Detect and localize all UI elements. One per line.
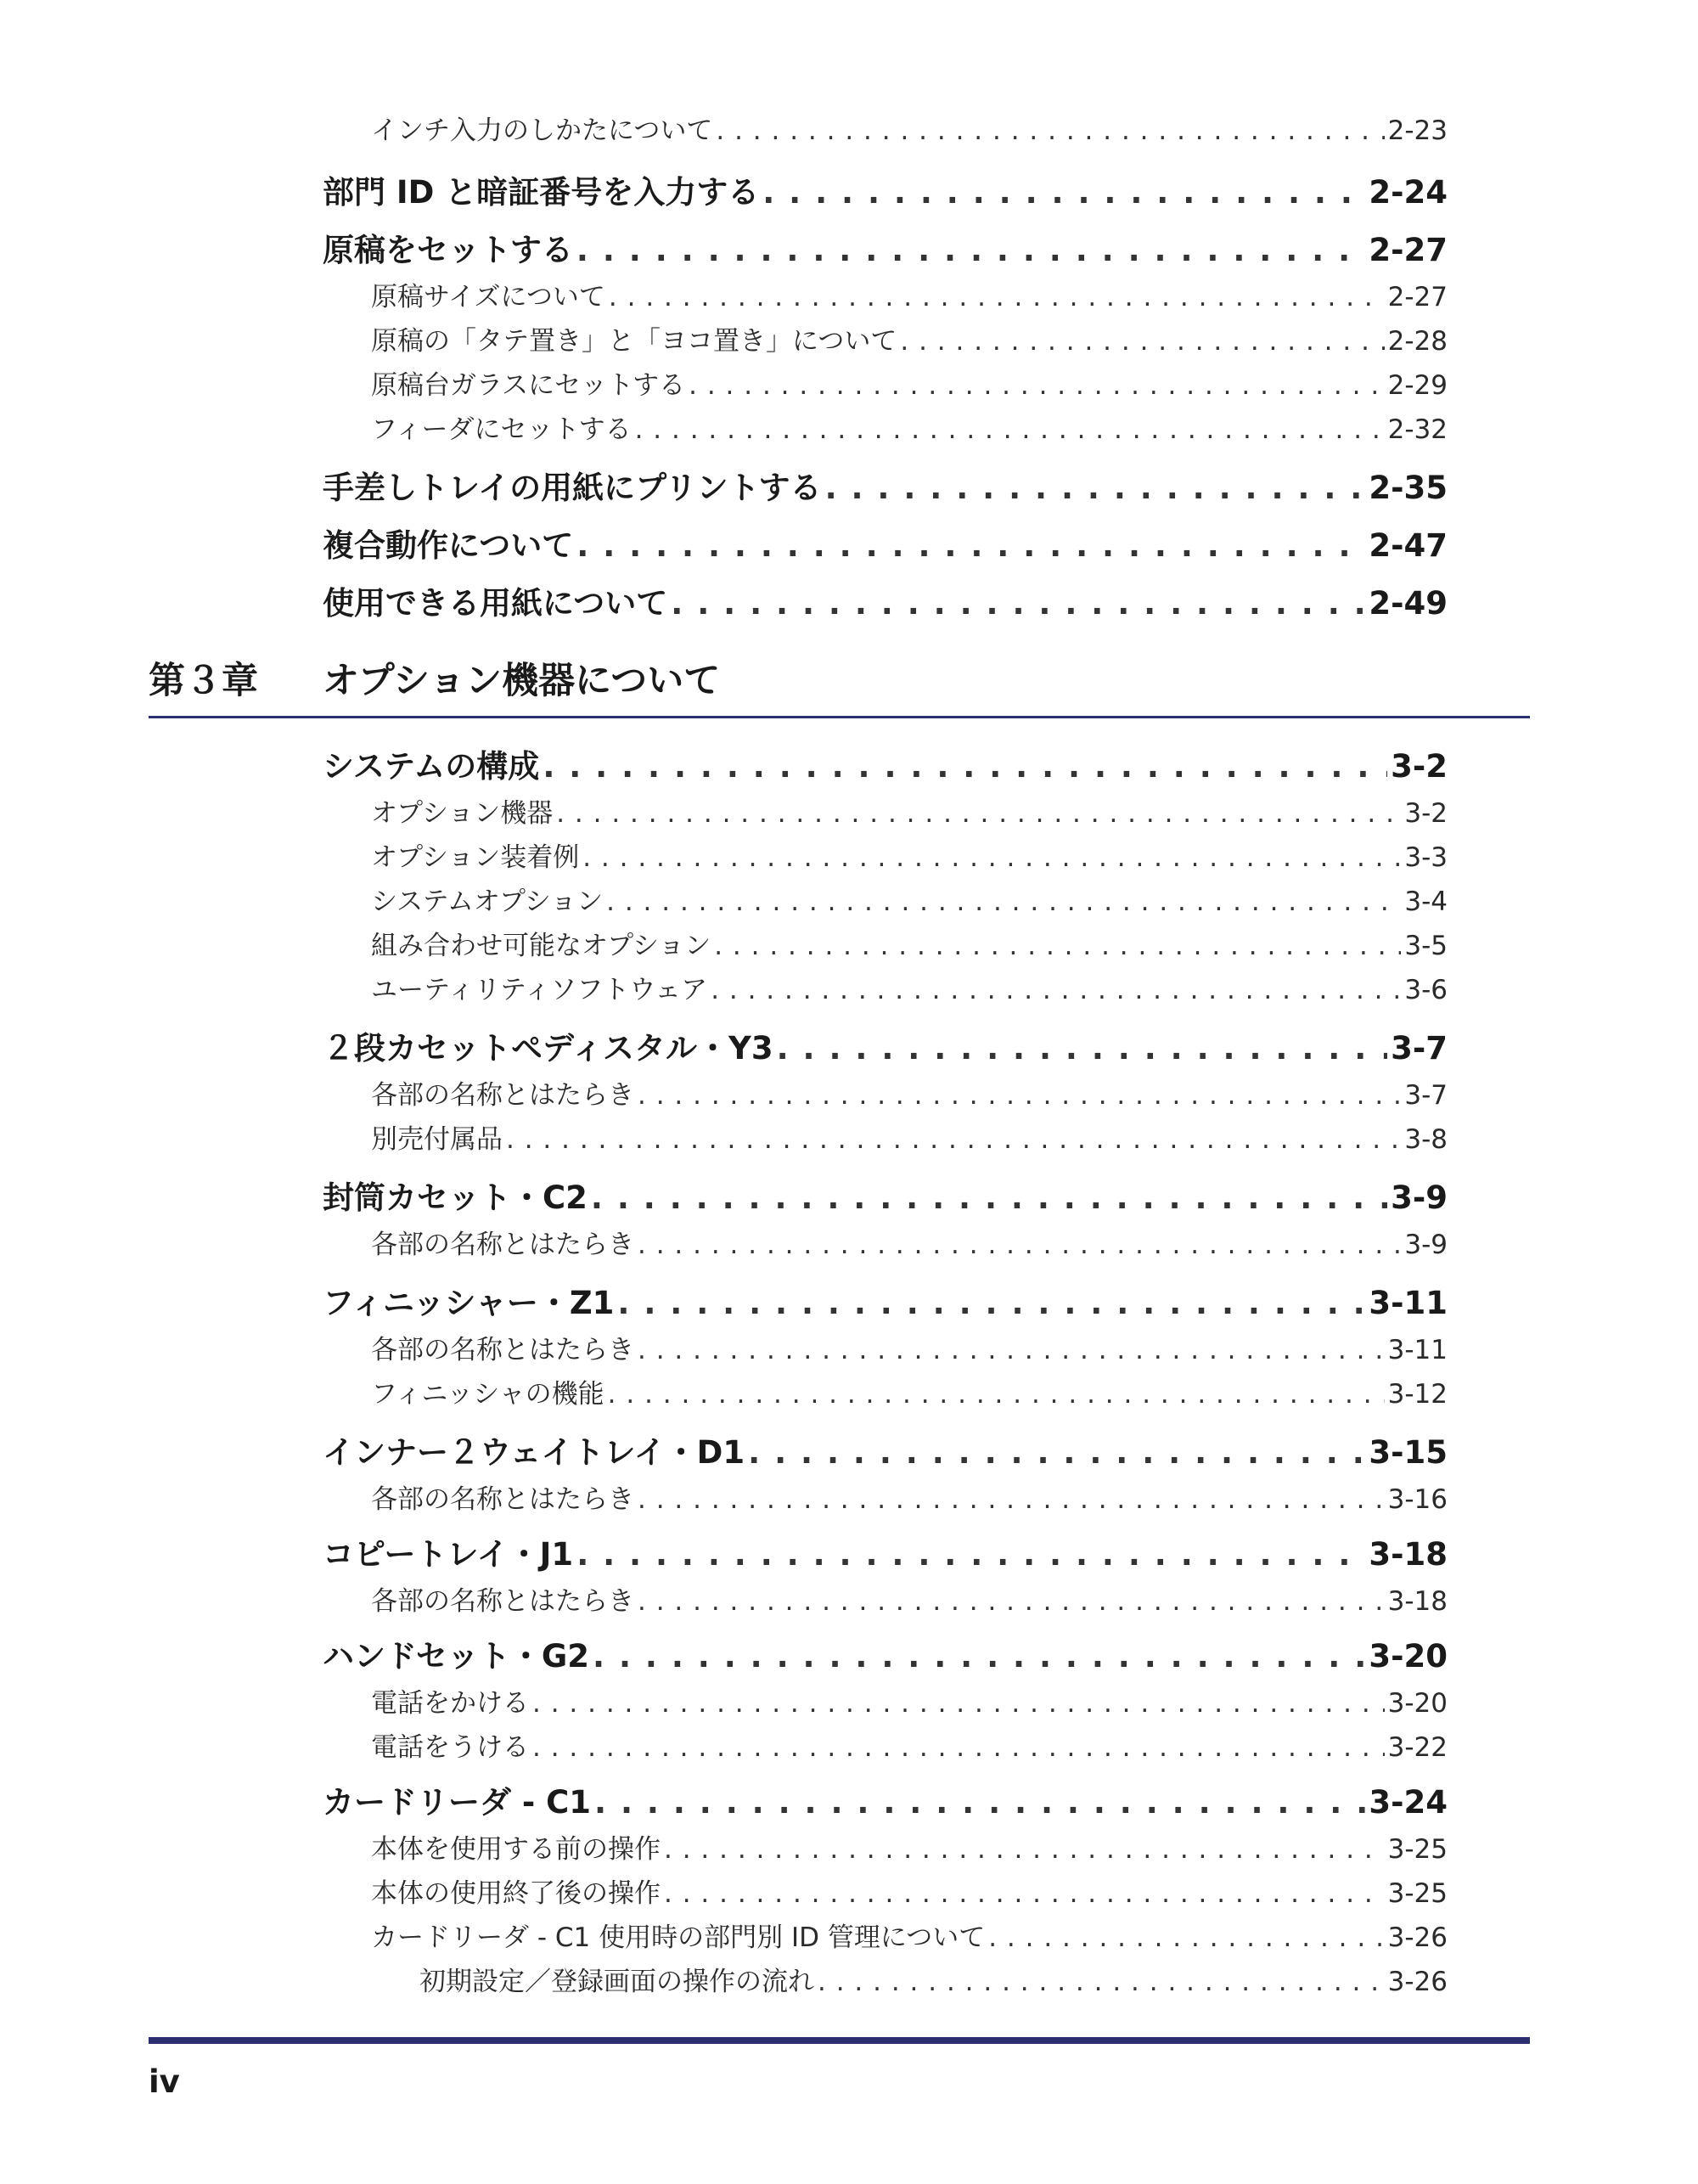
- toc-subsection-entry[interactable]: [371, 1117, 1448, 1155]
- toc-section-entry[interactable]: [323, 577, 1448, 622]
- toc-entry-title: ハンドセット・G2: [323, 1638, 590, 1675]
- toc-entry-page: 2-29: [1387, 370, 1448, 401]
- toc-entry-page: 3-16: [1387, 1484, 1448, 1515]
- toc-entry-page: 3-9: [1404, 1230, 1448, 1260]
- dot-leader: [818, 1967, 1385, 1997]
- dot-leader: [638, 1484, 1385, 1515]
- toc-entry-page: 3-11: [1387, 1335, 1448, 1365]
- toc-subsection-entry[interactable]: [371, 968, 1448, 1005]
- toc-entry-title: コピートレイ・J1: [323, 1536, 574, 1573]
- toc-entry-page: 3-6: [1404, 975, 1448, 1005]
- toc-entry-title: 原稿をセットする: [323, 232, 573, 268]
- dot-leader: [825, 470, 1366, 506]
- dot-leader: [532, 1732, 1385, 1763]
- dot-leader: [762, 174, 1365, 211]
- toc-entry-page: 2-47: [1369, 527, 1448, 564]
- toc-subsection-entry[interactable]: [371, 1725, 1448, 1763]
- toc-entry-title: ユーティリティソフトウェア: [371, 975, 708, 1005]
- toc-entry-page: 3-22: [1387, 1732, 1448, 1763]
- dot-leader: [664, 1834, 1385, 1865]
- toc-entry-title: 各部の名称とはたらき: [371, 1335, 634, 1365]
- dot-leader: [635, 414, 1385, 445]
- toc-subsection-entry[interactable]: [371, 836, 1448, 873]
- toc-entry-title: インチ入力のしかたについて: [371, 115, 713, 146]
- toc-entry-page: 3-7: [1404, 1080, 1448, 1111]
- toc-entry-page: 2-23: [1387, 115, 1448, 146]
- toc-entry-title: 封筒カセット・C2: [323, 1179, 588, 1216]
- dot-leader: [638, 1335, 1385, 1365]
- toc-section-entry[interactable]: [323, 1022, 1448, 1067]
- toc-entry-title: ２段カセットペディスタル・Y3: [323, 1030, 773, 1067]
- toc-entry-page: 3-26: [1387, 1922, 1448, 1953]
- toc-subsection-entry[interactable]: [371, 275, 1448, 312]
- dot-leader: [638, 1230, 1401, 1260]
- toc-entry-title: 本体の使用終了後の操作: [371, 1878, 661, 1909]
- toc-entry-page: 2-28: [1387, 326, 1448, 357]
- toc-entry-title: 原稿の「タテ置き」と「ヨコ置き」について: [371, 326, 897, 357]
- toc-section-entry[interactable]: [323, 1172, 1448, 1216]
- toc-subsection-entry[interactable]: [371, 1579, 1448, 1617]
- toc-entry-title: システムの構成: [323, 748, 540, 785]
- toc-entry-title: カードリーダ - C1 使用時の部門別 ID 管理について: [371, 1922, 986, 1953]
- toc-entry-page: 3-25: [1387, 1878, 1448, 1909]
- chapter-number: 第３章: [149, 660, 258, 702]
- dot-leader: [582, 842, 1401, 873]
- toc-entry-title: 組み合わせ可能なオプション: [371, 931, 711, 961]
- toc-entry-title: 各部の名称とはたらき: [371, 1080, 634, 1111]
- toc-entry-page: 3-18: [1387, 1586, 1448, 1617]
- dot-leader: [777, 1030, 1388, 1067]
- toc-entry-page: 2-27: [1387, 282, 1448, 312]
- toc-section-entry[interactable]: [323, 224, 1448, 268]
- toc-entry-title: 電話をかける: [371, 1688, 529, 1719]
- chapter-heading: [149, 652, 720, 703]
- toc-entry-page: 3-20: [1387, 1688, 1448, 1719]
- dot-leader: [593, 1638, 1365, 1675]
- toc-entry-page: 3-8: [1404, 1124, 1448, 1155]
- toc-entry-title: 各部の名称とはたらき: [371, 1586, 634, 1617]
- toc-entry-title: インナー２ウェイトレイ・D1: [323, 1434, 745, 1471]
- toc-entry-title: フィーダにセットする: [371, 414, 632, 445]
- toc-section-entry[interactable]: [323, 1427, 1448, 1471]
- toc-subsection-entry[interactable]: [371, 363, 1448, 401]
- toc-entry-page: 3-2: [1404, 798, 1448, 829]
- dot-leader: [506, 1124, 1401, 1155]
- toc-section-entry[interactable]: [323, 740, 1448, 785]
- toc-entry-page: 3-9: [1391, 1179, 1448, 1216]
- dot-leader: [714, 931, 1401, 961]
- toc-subsection-entry[interactable]: [371, 791, 1448, 829]
- dot-leader: [711, 975, 1401, 1005]
- toc-entry-title: 各部の名称とはたらき: [371, 1484, 634, 1515]
- dot-leader: [543, 748, 1387, 785]
- toc-entry-title: 各部の名称とはたらき: [371, 1230, 634, 1260]
- toc-entry-title: カードリーダ - C1: [323, 1784, 592, 1821]
- dot-leader: [900, 326, 1384, 357]
- toc-section-entry[interactable]: [323, 520, 1448, 564]
- toc-entry-page: 3-15: [1369, 1434, 1448, 1471]
- dot-leader: [671, 585, 1365, 622]
- chapter-rule: [149, 716, 1530, 718]
- dot-leader: [576, 527, 1365, 564]
- toc-subsection-entry[interactable]: [371, 1916, 1448, 1953]
- toc-entry-page: 3-5: [1404, 931, 1448, 961]
- toc-entry-title: オプション装着例: [371, 842, 580, 873]
- toc-subsection-entry[interactable]: [371, 1872, 1448, 1909]
- toc-entry-page: 3-20: [1369, 1638, 1448, 1675]
- toc-section-entry[interactable]: [323, 462, 1448, 506]
- dot-leader: [576, 1536, 1365, 1573]
- toc-entry-title: 使用できる用紙について: [323, 585, 668, 622]
- chapter-title: オプション機器について: [323, 660, 721, 702]
- toc-entry-title: オプション機器: [371, 798, 554, 829]
- toc-entry-title: 原稿台ガラスにセットする: [371, 370, 686, 401]
- toc-section-entry[interactable]: [323, 166, 1448, 211]
- toc-entry-page: 3-4: [1404, 887, 1448, 917]
- toc-subsection-entry[interactable]: [371, 1478, 1448, 1515]
- dot-leader: [664, 1878, 1385, 1909]
- dot-leader: [608, 1379, 1385, 1410]
- toc-entry-title: 電話をうける: [371, 1732, 529, 1763]
- toc-entry-title: フィニッシャの機能: [371, 1379, 604, 1410]
- dot-leader: [638, 1080, 1401, 1111]
- page-folio: iv: [149, 2063, 180, 2100]
- toc-entry-title: 別売付属品: [371, 1124, 503, 1155]
- toc-subsection-entry[interactable]: [419, 1960, 1448, 1997]
- toc-entry-page: 2-49: [1369, 585, 1448, 622]
- toc-section-entry[interactable]: [323, 1277, 1448, 1321]
- toc-entry-page: 3-26: [1387, 1967, 1448, 1997]
- toc-subsection-entry[interactable]: [371, 109, 1448, 146]
- toc-entry-page: 2-27: [1369, 232, 1448, 268]
- toc-entry-page: 2-24: [1369, 174, 1448, 211]
- toc-entry-title: 初期設定／登録画面の操作の流れ: [419, 1967, 814, 1997]
- toc-entry-page: 2-35: [1369, 470, 1448, 506]
- toc-section-entry[interactable]: [323, 1776, 1448, 1821]
- toc-entry-page: 3-25: [1387, 1834, 1448, 1865]
- toc-entry-title: 複合動作について: [323, 527, 574, 564]
- toc-subsection-entry[interactable]: [371, 408, 1448, 445]
- toc-entry-page: 3-18: [1369, 1536, 1448, 1573]
- toc-entry-title: 本体を使用する前の操作: [371, 1834, 661, 1865]
- dot-leader: [617, 1285, 1365, 1321]
- toc-subsection-entry[interactable]: [371, 1827, 1448, 1865]
- toc-entry-page: 3-3: [1404, 842, 1448, 873]
- toc-subsection-entry[interactable]: [371, 1223, 1448, 1260]
- toc-subsection-entry[interactable]: [371, 1681, 1448, 1719]
- dot-leader: [606, 887, 1401, 917]
- dot-leader: [748, 1434, 1365, 1471]
- dot-leader: [591, 1179, 1387, 1216]
- dot-leader: [716, 115, 1384, 146]
- dot-leader: [594, 1784, 1365, 1821]
- toc-subsection-entry[interactable]: [371, 1328, 1448, 1365]
- toc-entry-page: 3-2: [1391, 748, 1448, 785]
- toc-entry-page: 3-12: [1387, 1379, 1448, 1410]
- dot-leader: [532, 1688, 1385, 1719]
- toc-entry-title: フィニッシャー・Z1: [323, 1285, 615, 1321]
- dot-leader: [638, 1586, 1385, 1617]
- toc-entry-page: 3-7: [1391, 1030, 1448, 1067]
- toc-subsection-entry[interactable]: [371, 924, 1448, 961]
- toc-entry-title: 部門 ID と暗証番号を入力する: [323, 174, 760, 211]
- toc-subsection-entry[interactable]: [371, 880, 1448, 917]
- toc-entry-title: 手差しトレイの用紙にプリントする: [323, 470, 822, 506]
- toc-entry-title: 原稿サイズについて: [371, 282, 605, 312]
- toc-section-entry[interactable]: [323, 1528, 1448, 1573]
- toc-entry-page: 3-11: [1369, 1285, 1448, 1321]
- toc-entry-page: 3-24: [1369, 1784, 1448, 1821]
- dot-leader: [576, 232, 1366, 268]
- footer-rule: [149, 2037, 1530, 2044]
- toc-entry-title: システムオプション: [371, 887, 604, 917]
- dot-leader: [689, 370, 1385, 401]
- toc-subsection-entry[interactable]: [371, 319, 1448, 357]
- dot-leader: [556, 798, 1401, 829]
- toc-section-entry[interactable]: [323, 1630, 1448, 1675]
- toc-subsection-entry[interactable]: [371, 1372, 1448, 1410]
- toc-entry-page: 2-32: [1387, 414, 1448, 445]
- dot-leader: [988, 1922, 1384, 1953]
- dot-leader: [609, 282, 1385, 312]
- toc-subsection-entry[interactable]: [371, 1073, 1448, 1111]
